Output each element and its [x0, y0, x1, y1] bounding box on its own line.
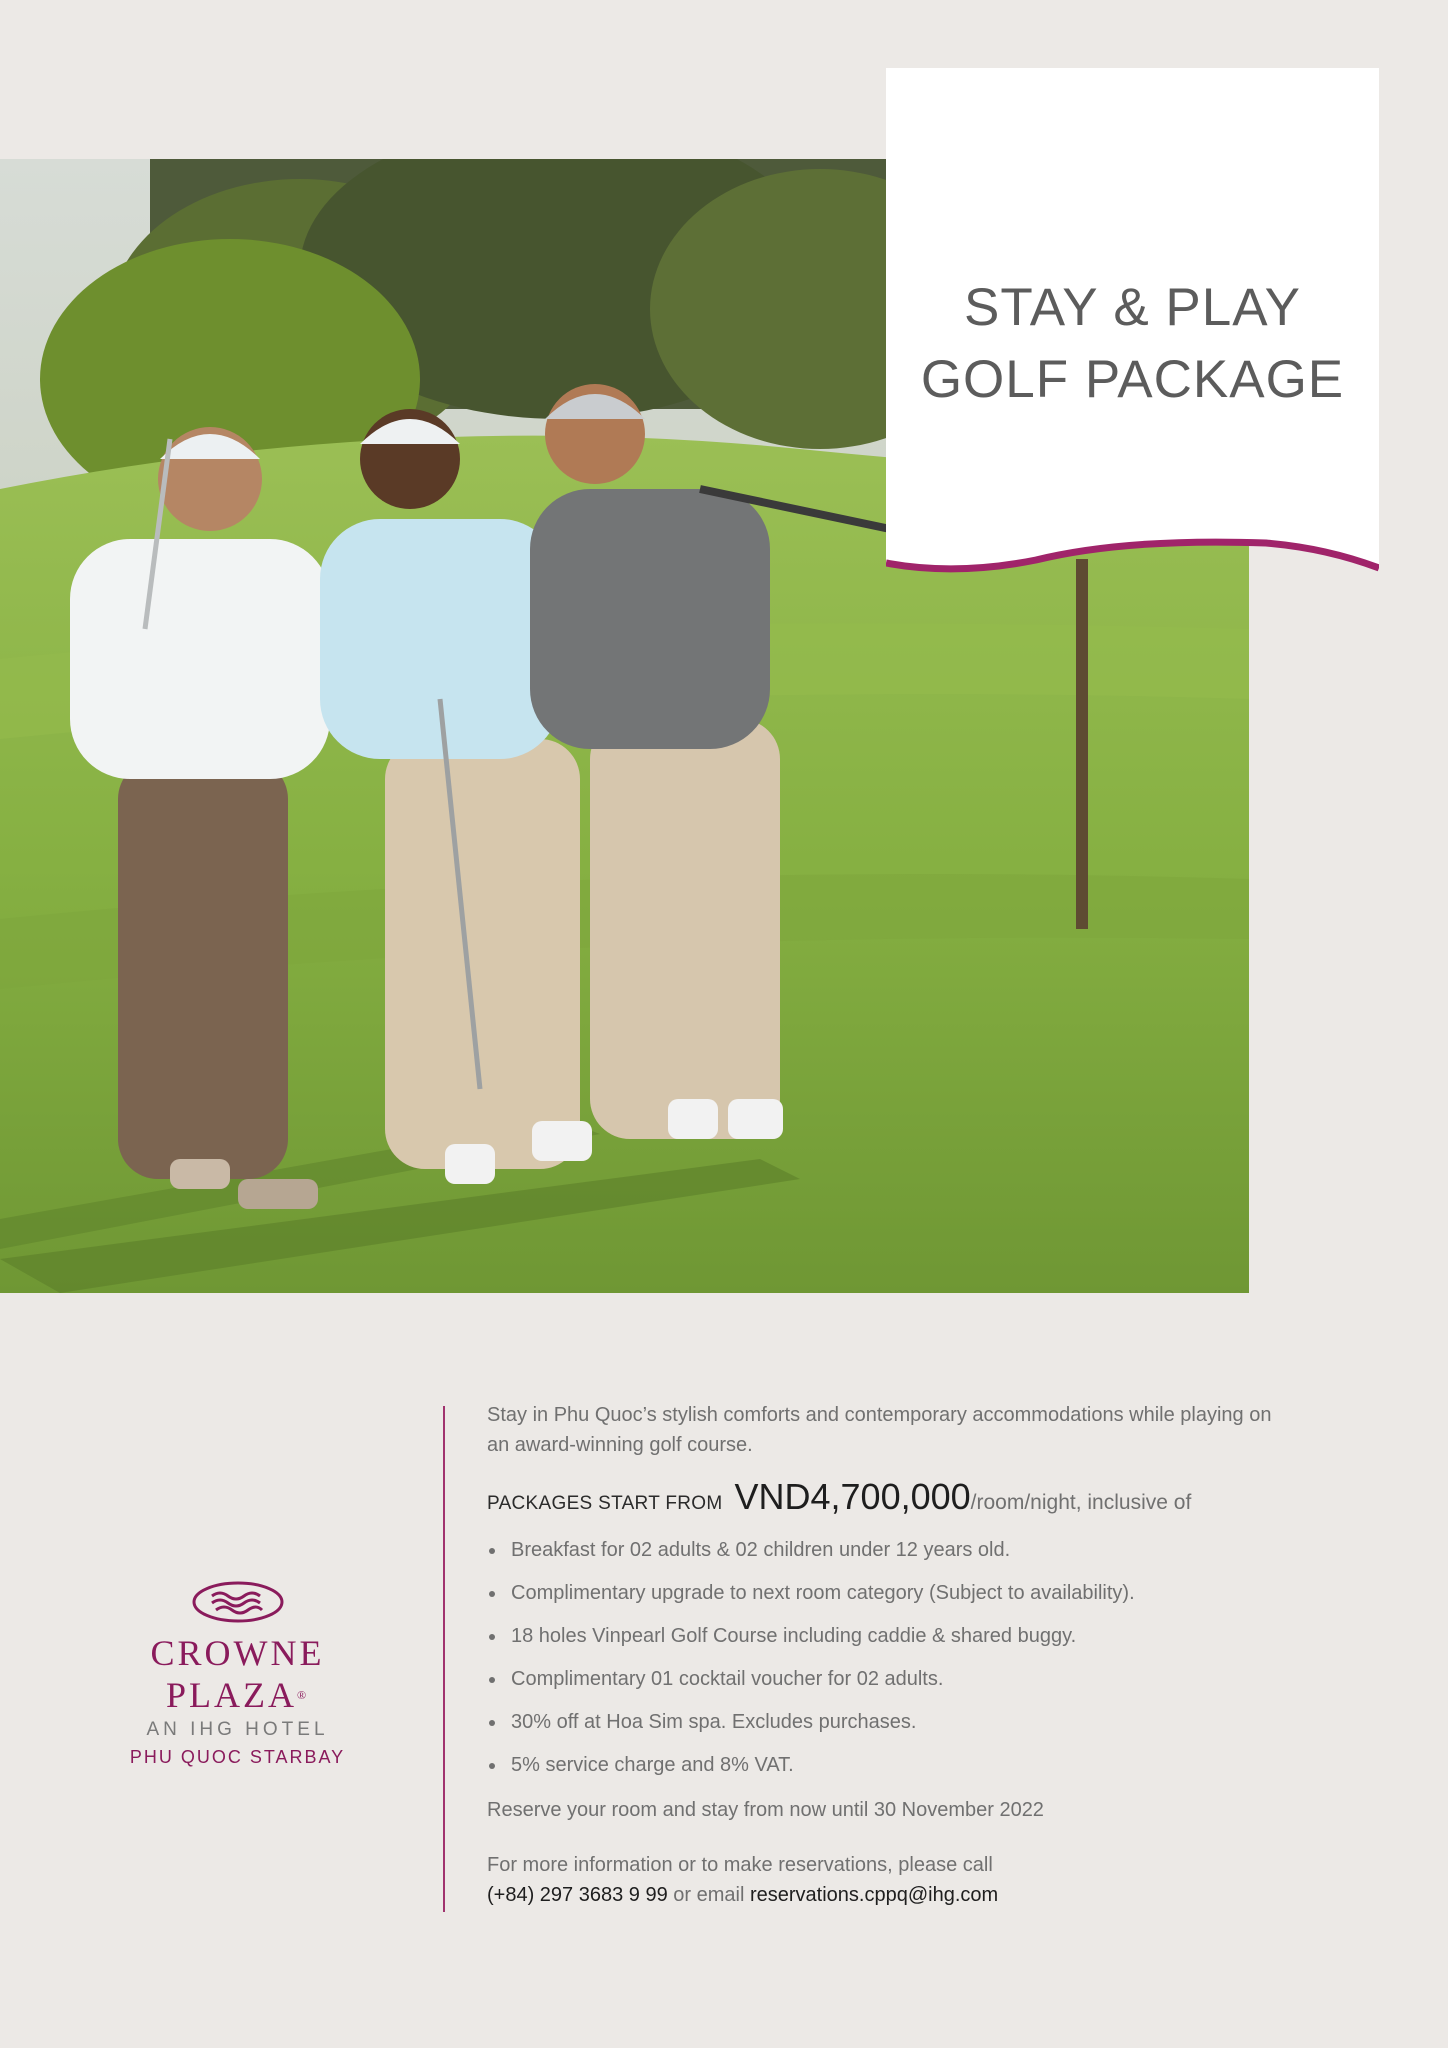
page-title [886, 272, 1379, 416]
crowne-plaza-logo [80, 1580, 395, 1770]
logo-brand-text: CROWNE PLAZA [150, 1633, 325, 1715]
phone-link[interactable]: (+84) 297 3683 9 99 [487, 1884, 668, 1906]
inclusions-list [487, 1529, 1287, 1787]
list-item: Breakfast for 02 adults & 02 children under 12 years old. [487, 1529, 1287, 1572]
logo-subtitle: AN IHG HOTEL [146, 1719, 329, 1740]
list-item: 5% service charge and 8% VAT. [487, 1744, 1287, 1787]
title-card [886, 68, 1379, 573]
title-line-1: STAY & PLAY [964, 277, 1301, 337]
email-link[interactable]: reservations.cppq@ihg.com [749, 1884, 999, 1906]
package-details [487, 1400, 1287, 1910]
price-line [487, 1476, 1287, 1519]
price-label: PACKAGES START FROM [487, 1493, 723, 1514]
registered-mark: ® [296, 1688, 310, 1702]
price-value: VND4,700,000 [734, 1476, 971, 1517]
price-suffix: /room/night, inclusive of [970, 1491, 1192, 1514]
contact-intro: For more information or to make reservations, please call [487, 1854, 993, 1876]
contact-connector: or email [673, 1884, 745, 1906]
reserve-note: Reserve your room and stay from now until 30 November 2022 [487, 1799, 1044, 1821]
list-item: Complimentary upgrade to next room category (Subject to availability). [487, 1572, 1287, 1615]
list-item: Complimentary 01 cocktail voucher for 02 adults. [487, 1658, 1287, 1701]
title-line-2: GOLF PACKAGE [920, 349, 1345, 409]
vertical-divider [443, 1406, 445, 1912]
contact-info [487, 1850, 1287, 1910]
crowne-plaza-wave-icon [190, 1580, 286, 1624]
logo-location: PHU QUOC STARBAY [129, 1747, 346, 1767]
list-item: 18 holes Vinpearl Golf Course including caddie & shared buggy. [487, 1615, 1287, 1658]
list-item: 30% off at Hoa Sim spa. Excludes purchases. [487, 1701, 1287, 1744]
logo-brand-name [80, 1632, 395, 1716]
intro-text: Stay in Phu Quoc’s stylish comforts and contemporary accommodations while playing on an award-winning golf course. [487, 1404, 1272, 1456]
